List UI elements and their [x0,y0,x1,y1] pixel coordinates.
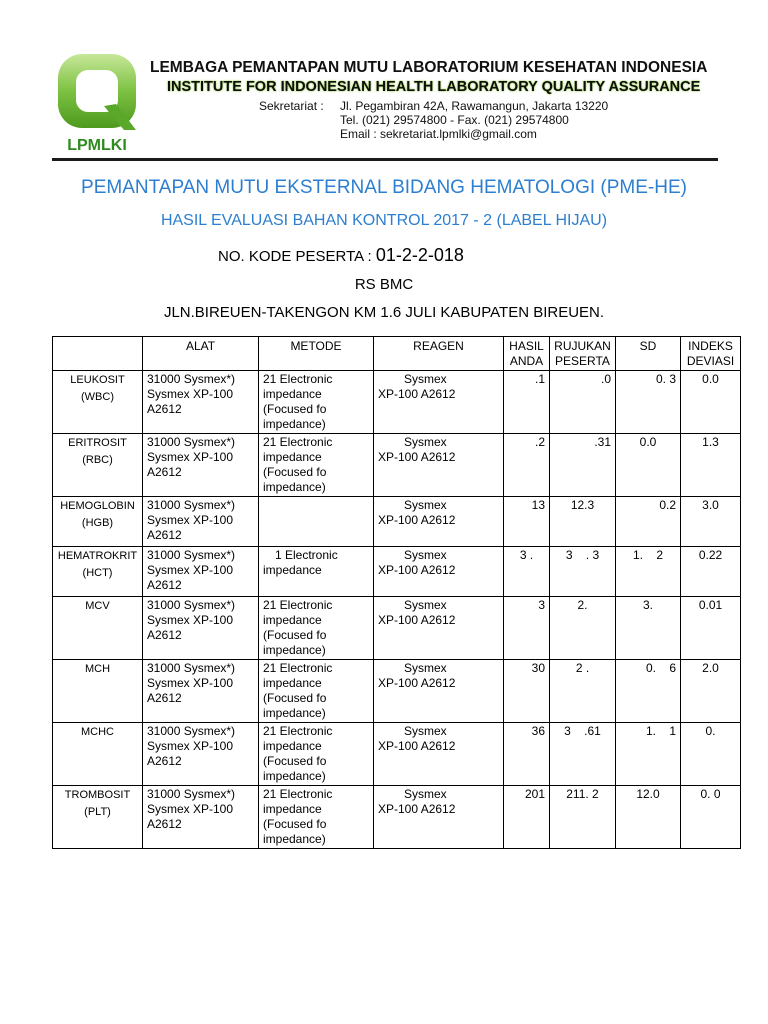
hasil-cell: 3 [504,597,550,660]
header-divider [52,158,718,161]
table-row [53,660,741,723]
metode-cell [259,497,374,547]
metode-cell: 21 Electronic impedance (Focused fo impedance) [259,597,374,660]
metode-cell: 21 Electronic impedance (Focused fo impedance) [259,371,374,434]
indeks-cell: 2.0 [681,660,741,723]
rujukan-cell: .0 [550,371,616,434]
table-row [53,723,741,786]
header-reagen: REAGEN [374,337,504,371]
alat-cell: 31000 Sysmex*) Sysmex XP-100 A2612 [143,723,259,786]
rujukan-cell: .31 [550,434,616,497]
email: Email : sekretariat.lpmlki@gmail.com [340,127,537,141]
param-cell: HEMOGLOBIN (HGB) [53,497,143,547]
participant-code [218,245,464,266]
alat-cell: 31000 Sysmex*) Sysmex XP-100 A2612 [143,371,259,434]
org-name: LEMBAGA PEMANTAPAN MUTU LABORATORIUM KESEHATAN INDONESIA [150,59,708,76]
table-row [53,547,741,597]
reagen-cell: Sysmex XP-100 A2612 [374,547,504,597]
metode-cell: 21 Electronic impedance (Focused fo impedance) [259,434,374,497]
param-cell: MCHC [53,723,143,786]
indeks-cell: 0. 0 [681,786,741,849]
metode-cell: 21 Electronic impedance (Focused fo impedance) [259,660,374,723]
rujukan-cell: 2. [550,597,616,660]
header-param [53,337,143,371]
hospital-name: RS BMC [354,276,414,293]
rujukan-cell: 12.3 [550,497,616,547]
param-cell: MCH [53,660,143,723]
indeks-cell: 0.22 [681,547,741,597]
alat-cell: 31000 Sysmex*) Sysmex XP-100 A2612 [143,597,259,660]
indeks-cell: 0.01 [681,597,741,660]
header-sd: SD [616,337,681,371]
table-row [53,597,741,660]
hasil-cell: .1 [504,371,550,434]
hasil-cell: 201 [504,786,550,849]
param-cell: TROMBOSIT (PLT) [53,786,143,849]
hasil-cell: 36 [504,723,550,786]
sd-cell: 0. 3 [616,371,681,434]
rujukan-cell: 2 . [550,660,616,723]
header-indeks: INDEKS DEVIASI [681,337,741,371]
reagen-cell: Sysmex XP-100 A2612 [374,723,504,786]
hasil-cell: 30 [504,660,550,723]
sd-cell: 0.2 [616,497,681,547]
table-row [53,786,741,849]
sd-cell: 1. 1 [616,723,681,786]
table-row [53,497,741,547]
rujukan-cell: 3 . 3 [550,547,616,597]
header-alat: ALAT [143,337,259,371]
sd-cell: 1. 2 [616,547,681,597]
header-hasil: HASIL ANDA [504,337,550,371]
indeks-cell: 3.0 [681,497,741,547]
indeks-cell: 0.0 [681,371,741,434]
indeks-cell: 0. [681,723,741,786]
hasil-cell: 13 [504,497,550,547]
table-row [53,371,741,434]
rujukan-cell: 3 .61 [550,723,616,786]
sd-cell: 12.0 [616,786,681,849]
sd-cell: 0. 6 [616,660,681,723]
param-cell: MCV [53,597,143,660]
alat-cell: 31000 Sysmex*) Sysmex XP-100 A2612 [143,434,259,497]
secretariat-address: Jl. Pegambiran 42A, Rawamangun, Jakarta 13220 [340,99,609,113]
reagen-cell: Sysmex XP-100 A2612 [374,597,504,660]
metode-cell: 21 Electronic impedance (Focused fo impedance) [259,723,374,786]
header-rujukan: RUJUKAN PESERTA [550,337,616,371]
header-metode: METODE [259,337,374,371]
participant-code-value: 01-2-2-018 [375,245,464,265]
page-subtitle: HASIL EVALUASI BAHAN KONTROL 2017 - 2 (LABEL HIJAU) [160,212,608,229]
table-header-row [53,337,741,371]
sd-cell: 3. [616,597,681,660]
org-name-english: INSTITUTE FOR INDONESIAN HEALTH LABORATORY QUALITY ASSURANCE [167,79,701,95]
secretariat-label: Sekretariat : [259,99,324,113]
results-table [52,336,741,849]
page-title: PEMANTAPAN MUTU EKSTERNAL BIDANG HEMATOLOGI (PME-HE) [81,177,687,198]
alat-cell: 31000 Sysmex*) Sysmex XP-100 A2612 [143,547,259,597]
phone-fax: Tel. (021) 29574800 - Fax. (021) 29574800 [340,113,569,127]
param-cell: HEMATROKRIT (HCT) [53,547,143,597]
hasil-cell: 3 . [504,547,550,597]
sd-cell: 0.0 [616,434,681,497]
logo-text: LPMLKI [67,137,127,154]
param-cell: LEUKOSIT (WBC) [53,371,143,434]
metode-cell: 1 Electronic impedance [259,547,374,597]
alat-cell: 31000 Sysmex*) Sysmex XP-100 A2612 [143,660,259,723]
reagen-cell: Sysmex XP-100 A2612 [374,660,504,723]
reagen-cell: Sysmex XP-100 A2612 [374,371,504,434]
rujukan-cell: 211. 2 [550,786,616,849]
alat-cell: 31000 Sysmex*) Sysmex XP-100 A2612 [143,786,259,849]
reagen-cell: Sysmex XP-100 A2612 [374,786,504,849]
lpmlki-logo [52,52,142,154]
hasil-cell: .2 [504,434,550,497]
metode-cell: 21 Electronic impedance (Focused fo impedance) [259,786,374,849]
participant-code-label: NO. KODE PESERTA : [218,248,372,265]
reagen-cell: Sysmex XP-100 A2612 [374,434,504,497]
param-cell: ERITROSIT (RBC) [53,434,143,497]
hospital-address: JLN.BIREUEN-TAKENGON KM 1.6 JULI KABUPATEN BIREUEN. [163,304,605,321]
indeks-cell: 1.3 [681,434,741,497]
reagen-cell: Sysmex XP-100 A2612 [374,497,504,547]
alat-cell: 31000 Sysmex*) Sysmex XP-100 A2612 [143,497,259,547]
table-row [53,434,741,497]
